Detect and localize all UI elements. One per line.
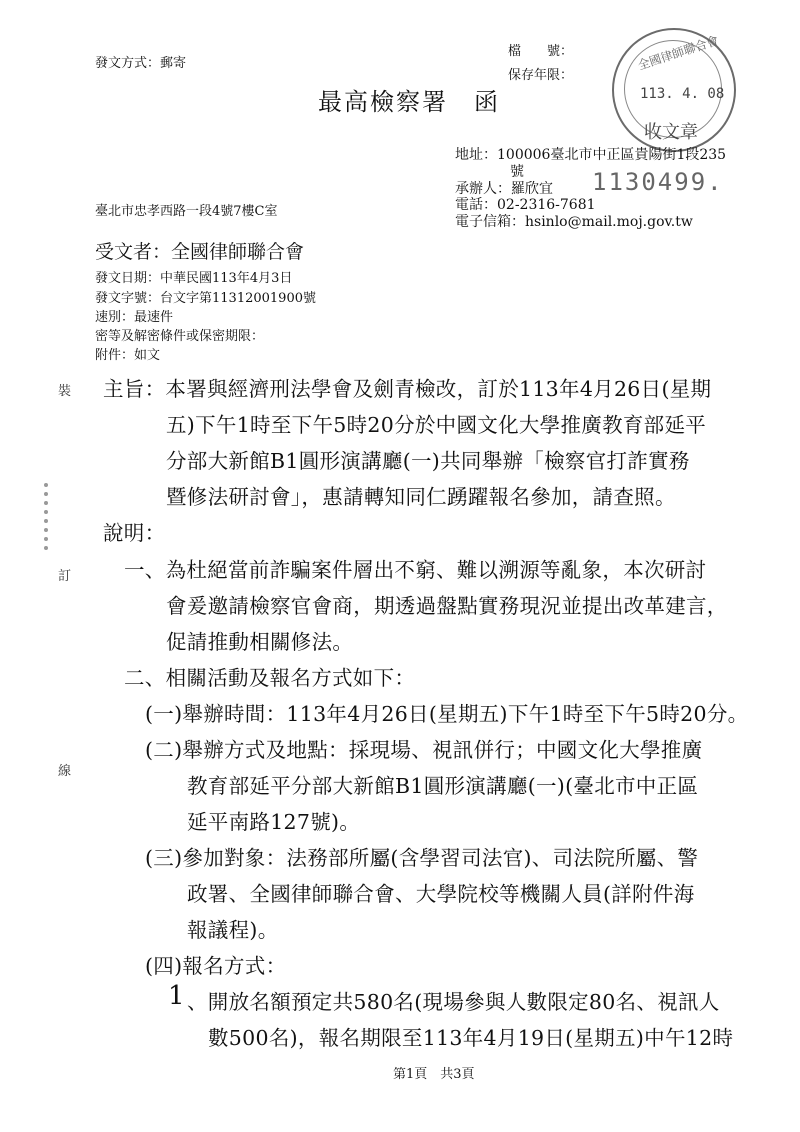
sub-item-1: (一)舉辦時間：113年4月26日(星期五)下午1時至下午5時20分。 (145, 702, 749, 726)
document-number: 發文字號：台文字第11312001900號 (95, 291, 316, 306)
margin-xian: 線 (58, 764, 72, 779)
item-1-line-3: 促請推動相關修法。 (166, 630, 354, 654)
sub-item-2-line-1: (二)舉辦方式及地點：採現場、視訊併行；中國文化大學推廣 (145, 738, 703, 762)
subject-line-1: 主旨：本署與經濟刑法學會及劍青檢改，訂於113年4月26日(星期 (103, 377, 712, 401)
email: 電子信箱：hsinlo@mail.moj.gov.tw (455, 214, 693, 230)
point-1-line-1: 、開放名額預定共580名(現場參與人數限定80名、視訊人 (187, 990, 720, 1014)
address-line-2: 號 (510, 164, 524, 180)
serial-number: 1130499. (592, 168, 724, 196)
sub-item-2-line-2: 教育部延平分部大新館B1圓形演講廳(一)(臺北市中正區 (187, 774, 699, 798)
item-1-line-1: 一、為杜絕當前詐騙案件層出不窮、難以溯源等亂象，本次研討 (124, 558, 707, 582)
explanation-heading: 說明： (103, 521, 166, 545)
send-method: 發文方式：郵寄 (95, 56, 187, 71)
binding-dots-upper (40, 478, 52, 555)
point-1-number: 1 (168, 981, 185, 1011)
retention-label: 保存年限： (508, 68, 574, 83)
agency-title: 最高檢察署 函 (318, 88, 500, 116)
speed: 速別：最速件 (95, 310, 174, 325)
point-1-line-2: 數500名)，報名期限至113年4月19日(星期五)中午12時 (208, 1026, 734, 1050)
secrecy: 密等及解密條件或保密期限： (95, 329, 265, 344)
stamp-label: 收文章 (644, 122, 698, 143)
address-line-1: 地址：100006臺北市中正區貴陽街1段235 (455, 147, 727, 163)
item-2: 二、相關活動及報名方式如下： (124, 666, 416, 690)
subject-line-4: 暨修法研討會」，惠請轉知同仁踴躍報名參加，請查照。 (166, 485, 676, 509)
margin-ding: 訂 (58, 569, 72, 584)
attachment: 附件：如文 (95, 348, 161, 363)
sub-item-3-line-3: 報議程)。 (187, 918, 279, 942)
handler: 承辦人：羅欣宜 (455, 181, 553, 197)
file-number-label: 檔 號： (508, 44, 574, 59)
item-1-line-2: 會爰邀請檢察官會商，期透過盤點實務現況並提出改革建言， (166, 594, 728, 618)
sub-item-3-line-2: 政署、全國律師聯合會、大學院校等機關人員(詳附件海 (187, 882, 695, 906)
sub-item-2-line-3: 延平南路127號)。 (187, 810, 361, 834)
sub-item-3-line-1: (三)參加對象：法務部所屬(含學習司法官)、司法院所屬、警 (145, 846, 699, 870)
stamp-agency-text: 全國律師聯合會 (636, 33, 721, 73)
recipient-address: 臺北市忠孝西路一段4號7樓C室 (95, 204, 278, 219)
received-stamp (612, 28, 736, 152)
margin-zhuang: 裝 (58, 384, 72, 399)
sub-item-4: (四)報名方式： (145, 954, 287, 978)
stamp-date: 113. 4. 08 (640, 86, 725, 102)
recipient: 受文者：全國律師聯合會 (95, 241, 305, 263)
phone: 電話：02-2316-7681 (455, 197, 596, 213)
page-footer: 第1頁 共3頁 (393, 1067, 475, 1082)
subject-line-3: 分部大新館B1圓形演講廳(一)共同舉辦「檢察官打詐實務 (166, 449, 690, 473)
issue-date: 發文日期：中華民國113年4月3日 (95, 271, 293, 286)
subject-line-2: 五)下午1時至下午5時20分於中國文化大學推廣教育部延平 (166, 413, 707, 437)
